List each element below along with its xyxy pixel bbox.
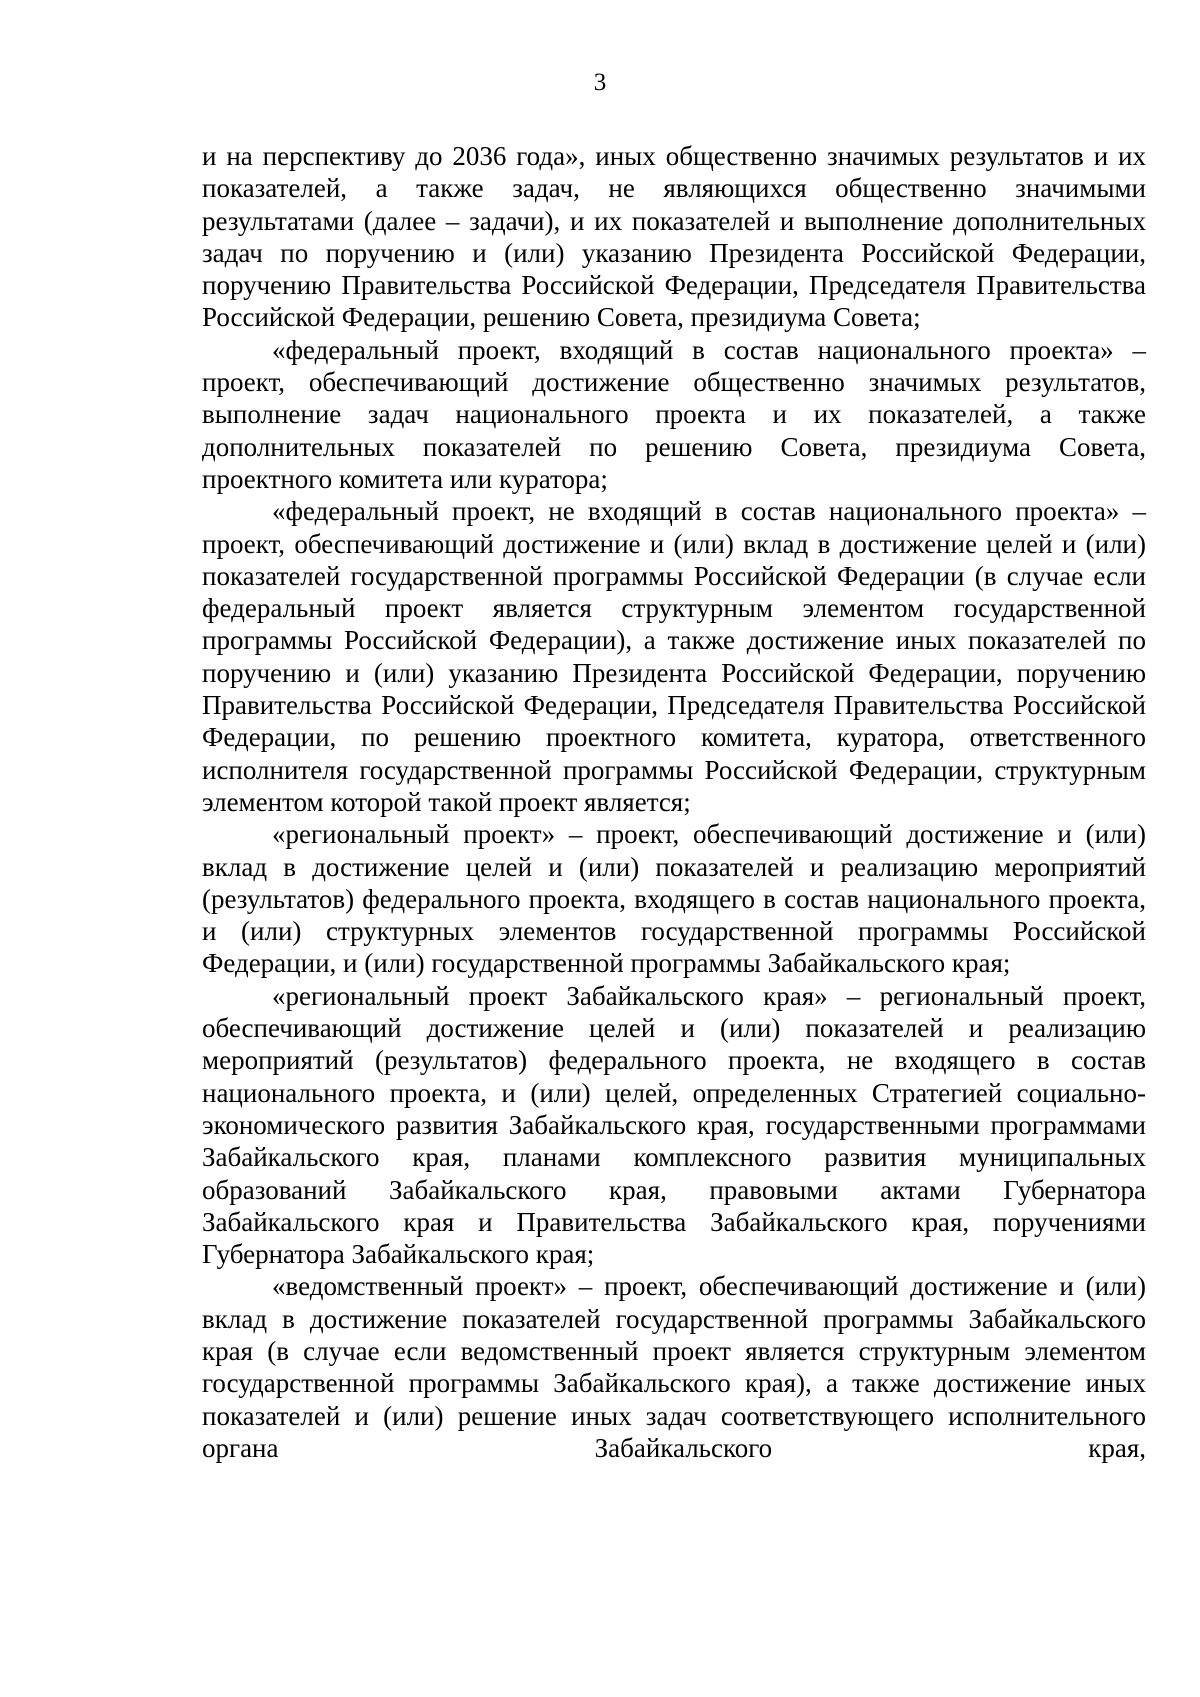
paragraph-continuation: и на перспективу до 2036 года», иных общественно значимых результатов и их показателей, а также задач, не являющихся общественно значимыми результатами (далее – задачи), и их показателей и выполнение дополнительных задач по поручению и (или) указанию Президента Российской Федерации, поручению Правительства Российской Федерации, Председателя Правительства Российской Федерации, решению Совета, президиума Совета; [202,141,1146,333]
paragraph-federal-project-in-national: «федеральный проект, входящий в состав национального проекта» – проект, обеспечивающий достижение общественно значимых результатов, выполнение задач национального проекта и их показателей, а также дополнительных показателей по решению Совета, президиума Совета, проектного комитета или куратора; [202,334,1146,494]
paragraph-regional-project: «региональный проект» – проект, обеспечивающий достижение и (или) вклад в достижение целей и (или) показателей и реализацию мероприятий (результатов) федерального проекта, входящего в состав национального проекта, и (или) структурных элементов государственной программы Российской Федерации, и (или) государственной программы Забайкальского края; [202,819,1146,979]
paragraph-federal-project-not-in-national: «федеральный проект, не входящий в состав национального проекта» – проект, обеспечивающий достижение и (или) вклад в достижение целей и (или) показателей государственной программы Российской Федерации (в случае если федеральный проект является структурным элементом государственной программы Российской Федерации), а также достижение иных показателей по поручению и (или) указанию Президента Российской Федерации, поручению Правительства Российской Федерации, Председателя Правительства Российской Федерации, по решению проектного комитета, куратора, ответственного исполнителя государственной программы Российской Федерации, структурным элементом которой такой проект является; [202,496,1146,817]
page-number: 3 [593,69,607,96]
paragraph-departmental-project: «ведомственный проект» – проект, обеспечивающий достижение и (или) вклад в достижение показателей государственной программы Забайкальского края (в случае если ведомственный проект является структурным элементом государственной программы Забайкальского края), а также достижение иных показателей и (или) решение иных задач соответствующего исполнительного органа Забайкальского края, [202,1271,1146,1463]
paragraph-regional-project-zabaikalsky: «региональный проект Забайкальского края» – региональный проект, обеспечивающий достижение целей и (или) показателей и реализацию мероприятий (результатов) федерального проекта, не входящего в состав национального проекта, и (или) целей, определенных Стратегией социально-экономического развития Забайкальского края, государственными программами Забайкальского края, планами комплексного развития муниципальных образований Забайкальского края, правовыми актами Губернатора Забайкальского края и Правительства Забайкальского края, поручениями Губернатора Забайкальского края; [202,980,1146,1270]
document-body [202,140,1146,1464]
